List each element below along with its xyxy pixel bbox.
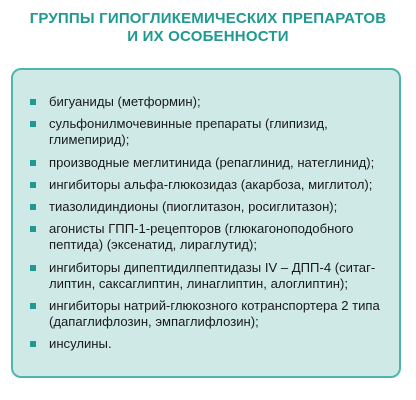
list-item-text: инсулины. [49,336,112,352]
list-item-text: тиазолидиндионы (пиоглитазон, росиглитазон); [49,199,338,215]
list-item-text: сульфонилмочевинные препараты (глипизид, [49,116,328,132]
page-title [0,10,416,46]
list-item [27,177,402,193]
drug-group-list [27,94,402,359]
square-bullet-icon [30,341,36,347]
list-item [27,199,402,215]
list-item [27,336,402,352]
square-bullet-icon [30,204,36,210]
list-item-text: ингибиторы натрий-глюкозного котранспортера 2 типа [49,298,380,314]
title-line-2: И ИХ ОСОБЕННОСТИ [127,28,289,45]
square-bullet-icon [30,99,36,105]
title-line-1: ГРУППЫ ГИПОГЛИКЕМИЧЕСКИХ ПРЕПАРАТОВ [29,10,387,27]
list-item-text: ингибиторы дипептидилпептидазы IV – ДПП-4 (ситаг- [49,259,376,275]
square-bullet-icon [30,160,36,166]
list-item [27,116,402,148]
list-item-text: ингибиторы альфа-глюкозидаз (акарбоза, миглитол); [49,176,373,192]
list-item-text: агонисты ГПП-1-рецепторов (глюкагоноподобного [49,221,354,237]
list-item-text: липтин, саксаглиптин, линаглиптин, алоглиптин); [49,275,348,291]
square-bullet-icon [30,182,36,188]
square-bullet-icon [30,121,36,127]
list-item [27,94,402,110]
list-item [27,298,402,330]
list-item [27,221,402,253]
list-item [27,260,402,292]
square-bullet-icon [30,226,36,232]
square-bullet-icon [30,265,36,271]
list-item-text: пептида) (эксенатид, лираглутид); [49,237,258,253]
list-item [27,155,402,171]
square-bullet-icon [30,303,36,309]
list-item-text: (дапаглифлозин, эмпаглифлозин); [49,314,259,330]
list-item-text: бигуаниды (метформин); [49,94,201,109]
list-item-text: производные меглитинида (репаглинид, натеглинид); [49,154,375,170]
list-item-text: глимепирид); [49,132,130,148]
